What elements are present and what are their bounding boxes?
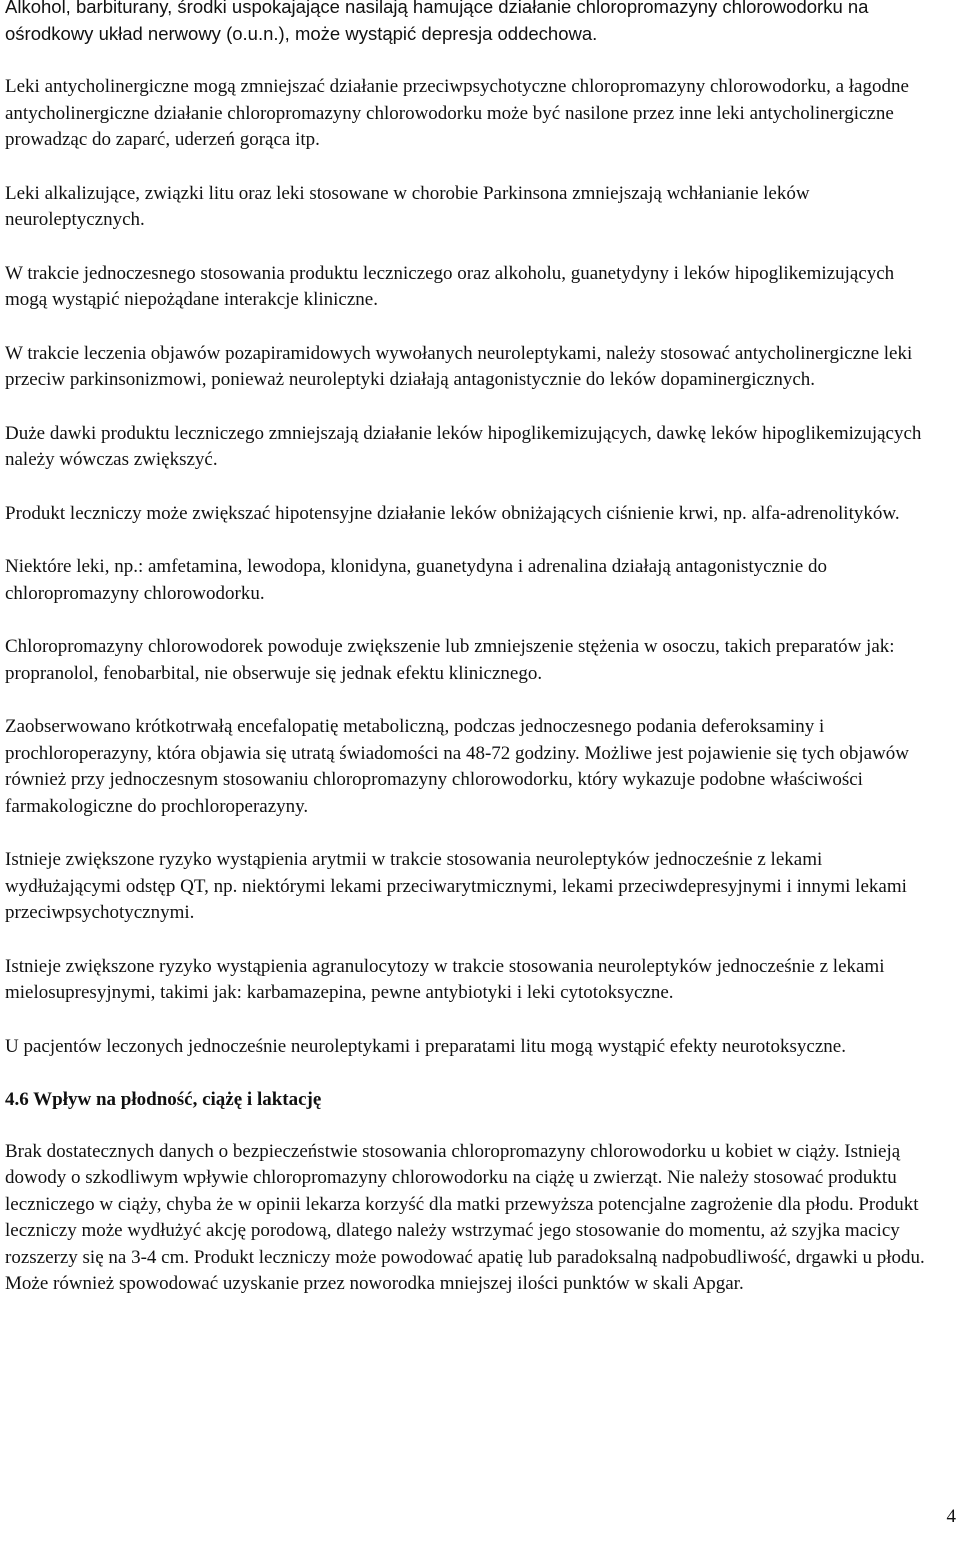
paragraph-anticholinergic: Leki antycholinergiczne mogą zmniejszać działanie przeciwpsychotyczne chloropromazyny chlorowodorku, a łagodne antycholinergiczne działanie chloropromazyny chlorowodorku może być nasilone przez inne leki antycholinergiczne prowadząc do zaparć, uderzeń gorąca itp. bbox=[5, 76, 909, 150]
paragraph-antagonists: Niektóre leki, np.: amfetamina, lewodopa, klonidyna, guanetydyna i adrenalina działają antagonistycznie do chloropromazyny chlorowodorku. bbox=[5, 556, 827, 604]
paragraph-pregnancy: Brak dostatecznych danych o bezpieczeństwie stosowania chloropromazyny chlorowodorku u kobiet w ciąży. Istnieją dowody o szkodliwym wpływie chloropromazyny chlorowodorku na ciążę u zwierząt. Nie należy stosować produktu leczniczego w ciąży, chyba że w opinii lekarza korzyść dla matki przewyższa potencjalne zagrożenie dla płodu. Produkt leczniczy może wydłużyć akcję porodową, dlatego należy wstrzymać jego stosowanie do momentu, aż szyjka macicy rozszerzy się na 3-4 cm. Produkt leczniczy może powodować apatię lub paradoksalną nadpobudliwość, drgawki u płodu. Może również spowodować uzyskanie przez noworodka mniejszej ilości punktów w skali Apgar. bbox=[5, 1140, 925, 1294]
paragraph-alcohol-interaction: Alkohol, barbiturany, środki uspokajające nasilają hamujące działanie chloropromazyny chlorowodorku na ośrodkowy układ nerwowy (o.u.n.), może wystąpić depresja oddechowa. bbox=[5, 0, 869, 44]
document-page bbox=[5, 0, 940, 1325]
paragraph-plasma-levels: Chloropromazyny chlorowodorek powoduje zwiększenie lub zmniejszenie stężenia w osoczu, takich preparatów jak: propranolol, fenobarbital, nie obserwuje się jednak efektu klinicznego. bbox=[5, 636, 895, 684]
paragraph-encephalopathy: Zaobserwowano krótkotrwałą encefalopatię metaboliczną, podczas jednoczesnego podania deferoksaminy i prochloroperazyny, która objawia się utratą świadomości na 48-72 godziny. Możliwe jest pojawienie się tych objawów również przy jednoczesnym stosowaniu chloropromazyny chlorowodorku, który wykazuje podobne właściwości farmakologiczne do prochloroperazyny. bbox=[5, 716, 910, 817]
paragraph-hypotensive: Produkt leczniczy może zwiększać hipotensyjne działanie leków obniżających ciśnienie krwi, np. alfa-adrenolityków. bbox=[5, 502, 900, 524]
paragraph-guanethidine: W trakcie jednoczesnego stosowania produktu leczniczego oraz alkoholu, guanetydyny i leków hipoglikemizujących mogą wystąpić niepożądane interakcje kliniczne. bbox=[5, 262, 895, 310]
paragraph-arrhythmia: Istnieje zwiększone ryzyko wystąpienia arytmii w trakcie stosowania neuroleptyków jednocześnie z lekami wydłużającymi odstęp QT, np. niektórymi lekami przeciwarytmicznymi, lekami przeciwdepresyjnymi i innymi lekami przeciwpsychotycznymi. bbox=[5, 849, 907, 923]
paragraph-agranulocytosis: Istnieje zwiększone ryzyko wystąpienia agranulocytozy w trakcie stosowania neuroleptyków jednocześnie z lekami mielosupresyjnymi, takimi jak: karbamazepina, pewne antybiotyki i leki cytotoksyczne. bbox=[5, 955, 885, 1003]
paragraph-lithium: U pacjentów leczonych jednocześnie neuroleptykami i preparatami litu mogą wystąpić efekty neurotoksyczne. bbox=[5, 1035, 846, 1057]
paragraph-extrapyramidal: W trakcie leczenia objawów pozapiramidowych wywołanych neuroleptykami, należy stosować antycholinergiczne leki przeciw parkinsonizmowi, ponieważ neuroleptyki działają antagonistycznie do leków dopaminergicznych. bbox=[5, 342, 913, 390]
paragraph-alkalizing-drugs: Leki alkalizujące, związki litu oraz leki stosowane w chorobie Parkinsona zmniejszają wchłanianie leków neuroleptycznych. bbox=[5, 182, 810, 230]
section-heading: 4.6 Wpływ na płodność, ciążę i laktację bbox=[5, 1089, 322, 1110]
page-number: 4 bbox=[946, 1506, 956, 1527]
paragraph-hypoglycemic: Duże dawki produktu leczniczego zmniejszają działanie leków hipoglikemizujących, dawkę leków hipoglikemizujących należy wówczas zwiększyć. bbox=[5, 422, 922, 470]
